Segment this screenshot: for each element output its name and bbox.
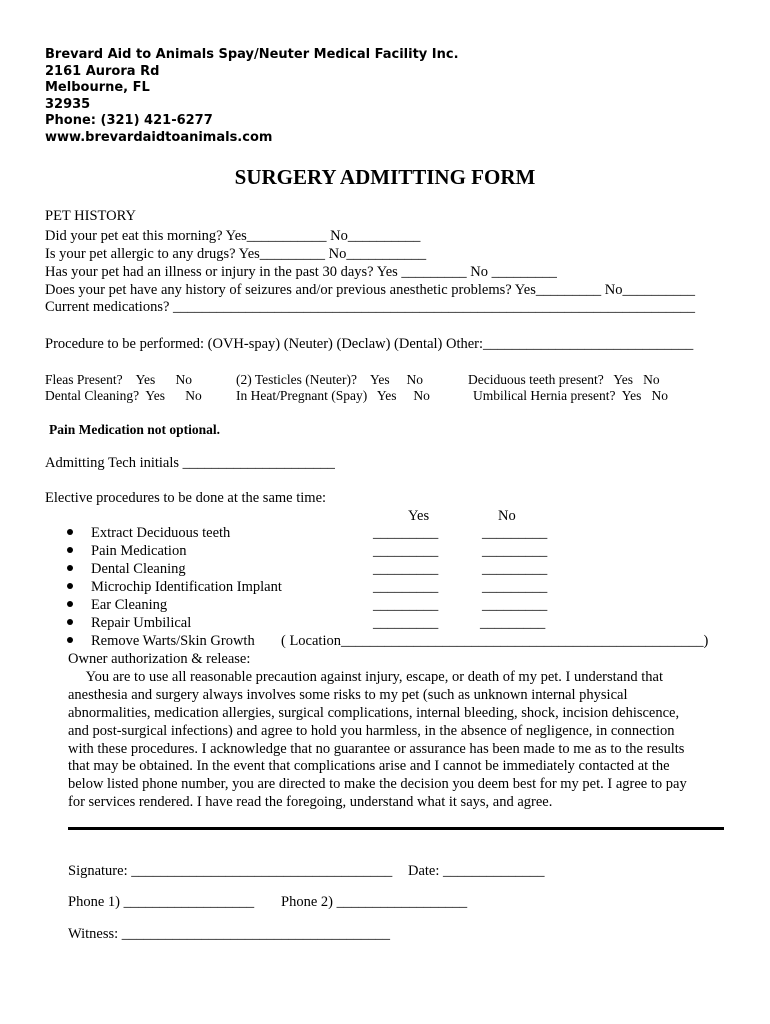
form-title: SURGERY ADMITTING FORM <box>234 165 536 189</box>
question-drug-allergy: Is your pet allergic to any drugs? Yes_________ No___________ <box>45 246 427 262</box>
check-dental-cleaning: Dental Cleaning? Yes No <box>45 388 202 403</box>
elective-yes-column: Yes <box>408 508 430 524</box>
phone1-field[interactable]: Phone 1) __________________ <box>68 894 255 910</box>
elective-item-label: Remove Warts/Skin Growth <box>91 633 255 649</box>
org-street: 2161 Aurora Rd <box>45 63 160 79</box>
authorization-line: anesthesia and surgery always involves some risks to my pet (such as unknown internal physical <box>68 687 628 703</box>
authorization-line: with these procedures. I acknowledge that no guarantee or assurance has been made to me as to the results <box>68 741 685 757</box>
bullet-icon <box>67 601 73 607</box>
elective-no-column: No <box>498 508 516 524</box>
elective-no-blank: _________ <box>482 579 548 595</box>
witness-field[interactable]: Witness: _____________________________________ <box>68 926 391 942</box>
bullet-icon <box>67 565 73 571</box>
check-heat-pregnant: In Heat/Pregnant (Spay) Yes No <box>236 388 430 403</box>
elective-yes-blank: _________ <box>373 561 439 577</box>
elective-yes-blank: _________ <box>373 525 439 541</box>
phone2-field[interactable]: Phone 2) __________________ <box>281 894 468 910</box>
elective-item-label: Extract Deciduous teeth <box>91 525 231 541</box>
pet-history-heading: PET HISTORY <box>45 208 136 224</box>
authorization-line: and post-surgical infections) and agree to hold you harmless, in the absence of negligence, in connection <box>68 723 675 739</box>
org-zip: 32935 <box>45 96 91 112</box>
authorization-line: that may be obtained. In the event that complications arise and I cannot be immediately contacted at the <box>68 758 670 774</box>
org-website: www.brevardaidtoanimals.com <box>45 129 273 145</box>
bullet-icon <box>67 583 73 589</box>
divider-rule <box>68 827 724 830</box>
authorization-line: You are to use all reasonable precaution against injury, escape, or death of my pet. I understand that <box>68 669 663 685</box>
question-ate-this-morning: Did your pet eat this morning? Yes___________ No__________ <box>45 228 421 244</box>
elective-yes-blank: _________ <box>373 615 439 631</box>
question-recent-illness: Has your pet had an illness or injury in the past 30 days? Yes _________ No _________ <box>45 264 557 280</box>
warts-location-blank: ( Location__________________________________________________) <box>281 633 709 649</box>
elective-item-label: Ear Cleaning <box>91 597 168 613</box>
org-phone: Phone: (321) 421-6277 <box>45 113 213 128</box>
authorization-line: abnormalities, medication allergies, surgical complications, internal bleeding, shock, incision dehiscence, <box>68 705 680 721</box>
elective-yes-blank: _________ <box>373 597 439 613</box>
bullet-icon <box>67 619 73 625</box>
check-testicles: (2) Testicles (Neuter)? Yes No <box>236 372 424 387</box>
elective-no-blank: _________ <box>482 561 548 577</box>
authorization-line: for services rendered. I have read the foregoing, understand what it says, and agree. <box>68 794 553 810</box>
elective-item-label: Microchip Identification Implant <box>91 579 282 595</box>
elective-no-blank: _________ <box>480 615 546 631</box>
elective-item-label: Repair Umbilical <box>91 615 192 631</box>
bullet-icon <box>67 547 73 553</box>
procedure-line: Procedure to be performed: (OVH-spay) (Neuter) (Declaw) (Dental) Other:_____________________________ <box>45 336 694 352</box>
bullet-icon <box>67 529 73 535</box>
bullet-icon <box>67 637 73 643</box>
pain-medication-note: Pain Medication not optional. <box>49 422 221 437</box>
question-current-medications: Current medications? ________________________________________________________________________ <box>45 299 696 315</box>
elective-yes-blank: _________ <box>373 579 439 595</box>
elective-heading: Elective procedures to be done at the same time: <box>45 490 327 506</box>
check-fleas: Fleas Present? Yes No <box>45 372 192 387</box>
elective-yes-blank: _________ <box>373 543 439 559</box>
signature-field[interactable]: Signature: ____________________________________ <box>68 863 393 879</box>
elective-item-label: Dental Cleaning <box>91 561 186 577</box>
authorization-line: below listed phone number, you are directed to make the decision you deem best for my pet. I agree to pay <box>68 776 687 792</box>
date-field[interactable]: Date: ______________ <box>408 863 545 879</box>
check-umbilical-hernia: Umbilical Hernia present? Yes No <box>473 388 668 403</box>
org-city: Melbourne, FL <box>45 80 150 95</box>
elective-no-blank: _________ <box>482 525 548 541</box>
question-seizure-history: Does your pet have any history of seizures and/or previous anesthetic problems? Yes_________ No__________ <box>45 282 695 298</box>
elective-no-blank: _________ <box>482 543 548 559</box>
admitting-tech-initials: Admitting Tech initials _____________________ <box>45 455 335 471</box>
check-deciduous-teeth: Deciduous teeth present? Yes No <box>468 372 660 387</box>
elective-item-label: Pain Medication <box>91 543 187 559</box>
elective-no-blank: _________ <box>482 597 548 613</box>
authorization-heading: Owner authorization & release: <box>68 651 251 667</box>
org-name: Brevard Aid to Animals Spay/Neuter Medical Facility Inc. <box>45 47 459 62</box>
